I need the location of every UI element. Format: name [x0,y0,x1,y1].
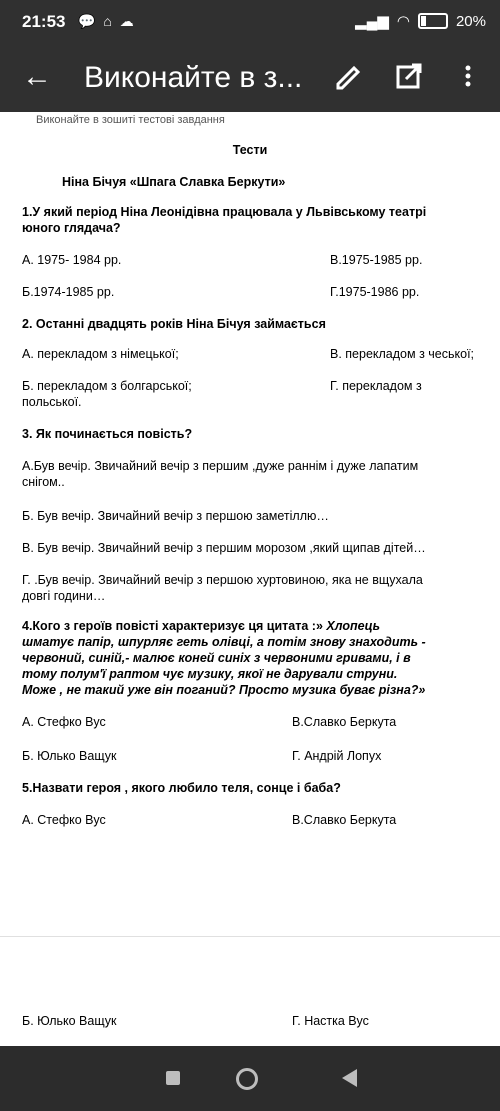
q3-answer-b: Б. Був вечір. Звичайний вечір з першою заметіллю… [22,509,329,523]
cut-header: Виконайте в зошиті тестові завдання [36,114,225,126]
q5-answer-d: Г. Настка Вус [292,1014,369,1028]
heading: Тести [232,143,268,157]
cloud-icon: ☁ [119,13,136,29]
subheading: Ніна Бічуя «Шпага Славка Беркути» [62,175,286,189]
q3-answer-d: Г. .Був вечір. Звичайний вечір з першою хуртовиною, яка не вщухала [22,573,423,587]
q4-quote-5: Може , не такий уже він поганий? Просто музика буває різна?» [22,683,426,697]
status-right [355,12,486,30]
q3-answer-a-2: снігом.. [22,475,65,489]
q4-quote-4: тому полум'ї раптом чує музику, якої не дарували струни. [22,667,398,681]
status-bar [0,0,500,46]
q1-text-2: юного глядача? [22,221,121,235]
battery-icon [418,13,448,29]
q4-quote-2: шматує папір, шпурляє геть олівці, а потім знову знаходить - [22,635,426,649]
home-button[interactable] [236,1068,258,1090]
q4-text [22,618,482,634]
q3-answer-d-2: довгі години… [22,589,106,603]
q3-text: 3. Як починається повість? [22,427,193,441]
chat-icon: 💬 [78,13,98,29]
q5-answer-b: В.Славко Беркута [292,813,397,827]
q1-text: 1.У який період Ніна Леонідівна працювала у Львівському театрі [22,205,427,219]
battery-level: 20% [455,12,486,30]
back-arrow-icon[interactable]: ← [22,60,52,93]
q3-answer-a: А.Був вечір. Звичайний вечір з першим ,дуже раннім і дуже лапатим [22,459,419,473]
q2-answer-b: В. перекладом з чеської; [330,347,475,361]
q2-answer-a: А. перекладом з німецької; [22,347,179,361]
group-icon: ⌂ [103,13,114,29]
page-break [0,936,500,937]
status-time: 21:53 [22,12,66,31]
q2-text: 2. Останні двадцять років Ніна Бічуя займається [22,317,326,331]
q5-answer-a: А. Стефко Вус [22,813,106,827]
q4-prompt: 4.Кого з героїв повісті характеризує ця цитата :» [22,619,323,633]
q2-answer-d: Г. перекладом з [330,379,422,393]
q4-answer-c: Б. Юлько Ващук [22,749,117,763]
document-image [0,112,500,920]
q1-answer-d: Г.1975-1986 рр. [330,285,420,299]
q5-text: 5.Назвати героя , якого любило теля, сонце і баба? [22,781,341,795]
q4-quote-start: Хлопець [322,619,381,633]
app-toolbar [0,46,500,112]
page-title: Виконайте в з... [84,61,303,94]
q4-answer-a: А. Стефко Вус [22,715,106,729]
q3-answer-c: В. Був вечір. Звичайний вечір з першим морозом ,який щипав дітей… [22,541,426,555]
q2-answer-c: Б. перекладом з болгарської; [22,379,192,393]
q5-answer-c: Б. Юлько Ващук [22,1014,117,1028]
q4-answer-d: Г. Андрій Лопух [292,749,382,763]
recents-button[interactable] [166,1071,180,1085]
q4-quote-3: червоний, синій,- малює коней синіх з червоними гривами, і в [22,651,411,665]
signal-icon: ▂▄▆ [355,13,389,30]
open-external-icon[interactable] [394,60,424,97]
back-button[interactable] [342,1069,357,1087]
q2-answer-c-2: польської. [22,395,82,409]
q1-answer-c: Б.1974-1985 рр. [22,285,115,299]
wifi-icon: ◠ [396,13,410,30]
notification-icons [78,13,136,30]
q1-answer-a: А. 1975- 1984 рр. [22,253,122,267]
more-vert-icon[interactable] [462,60,474,97]
system-nav-bar [0,1046,500,1111]
edit-pencil-icon[interactable] [334,60,362,97]
q1-answer-b: В.1975-1985 рр. [330,253,423,267]
q4-answer-b: В.Славко Беркута [292,715,397,729]
